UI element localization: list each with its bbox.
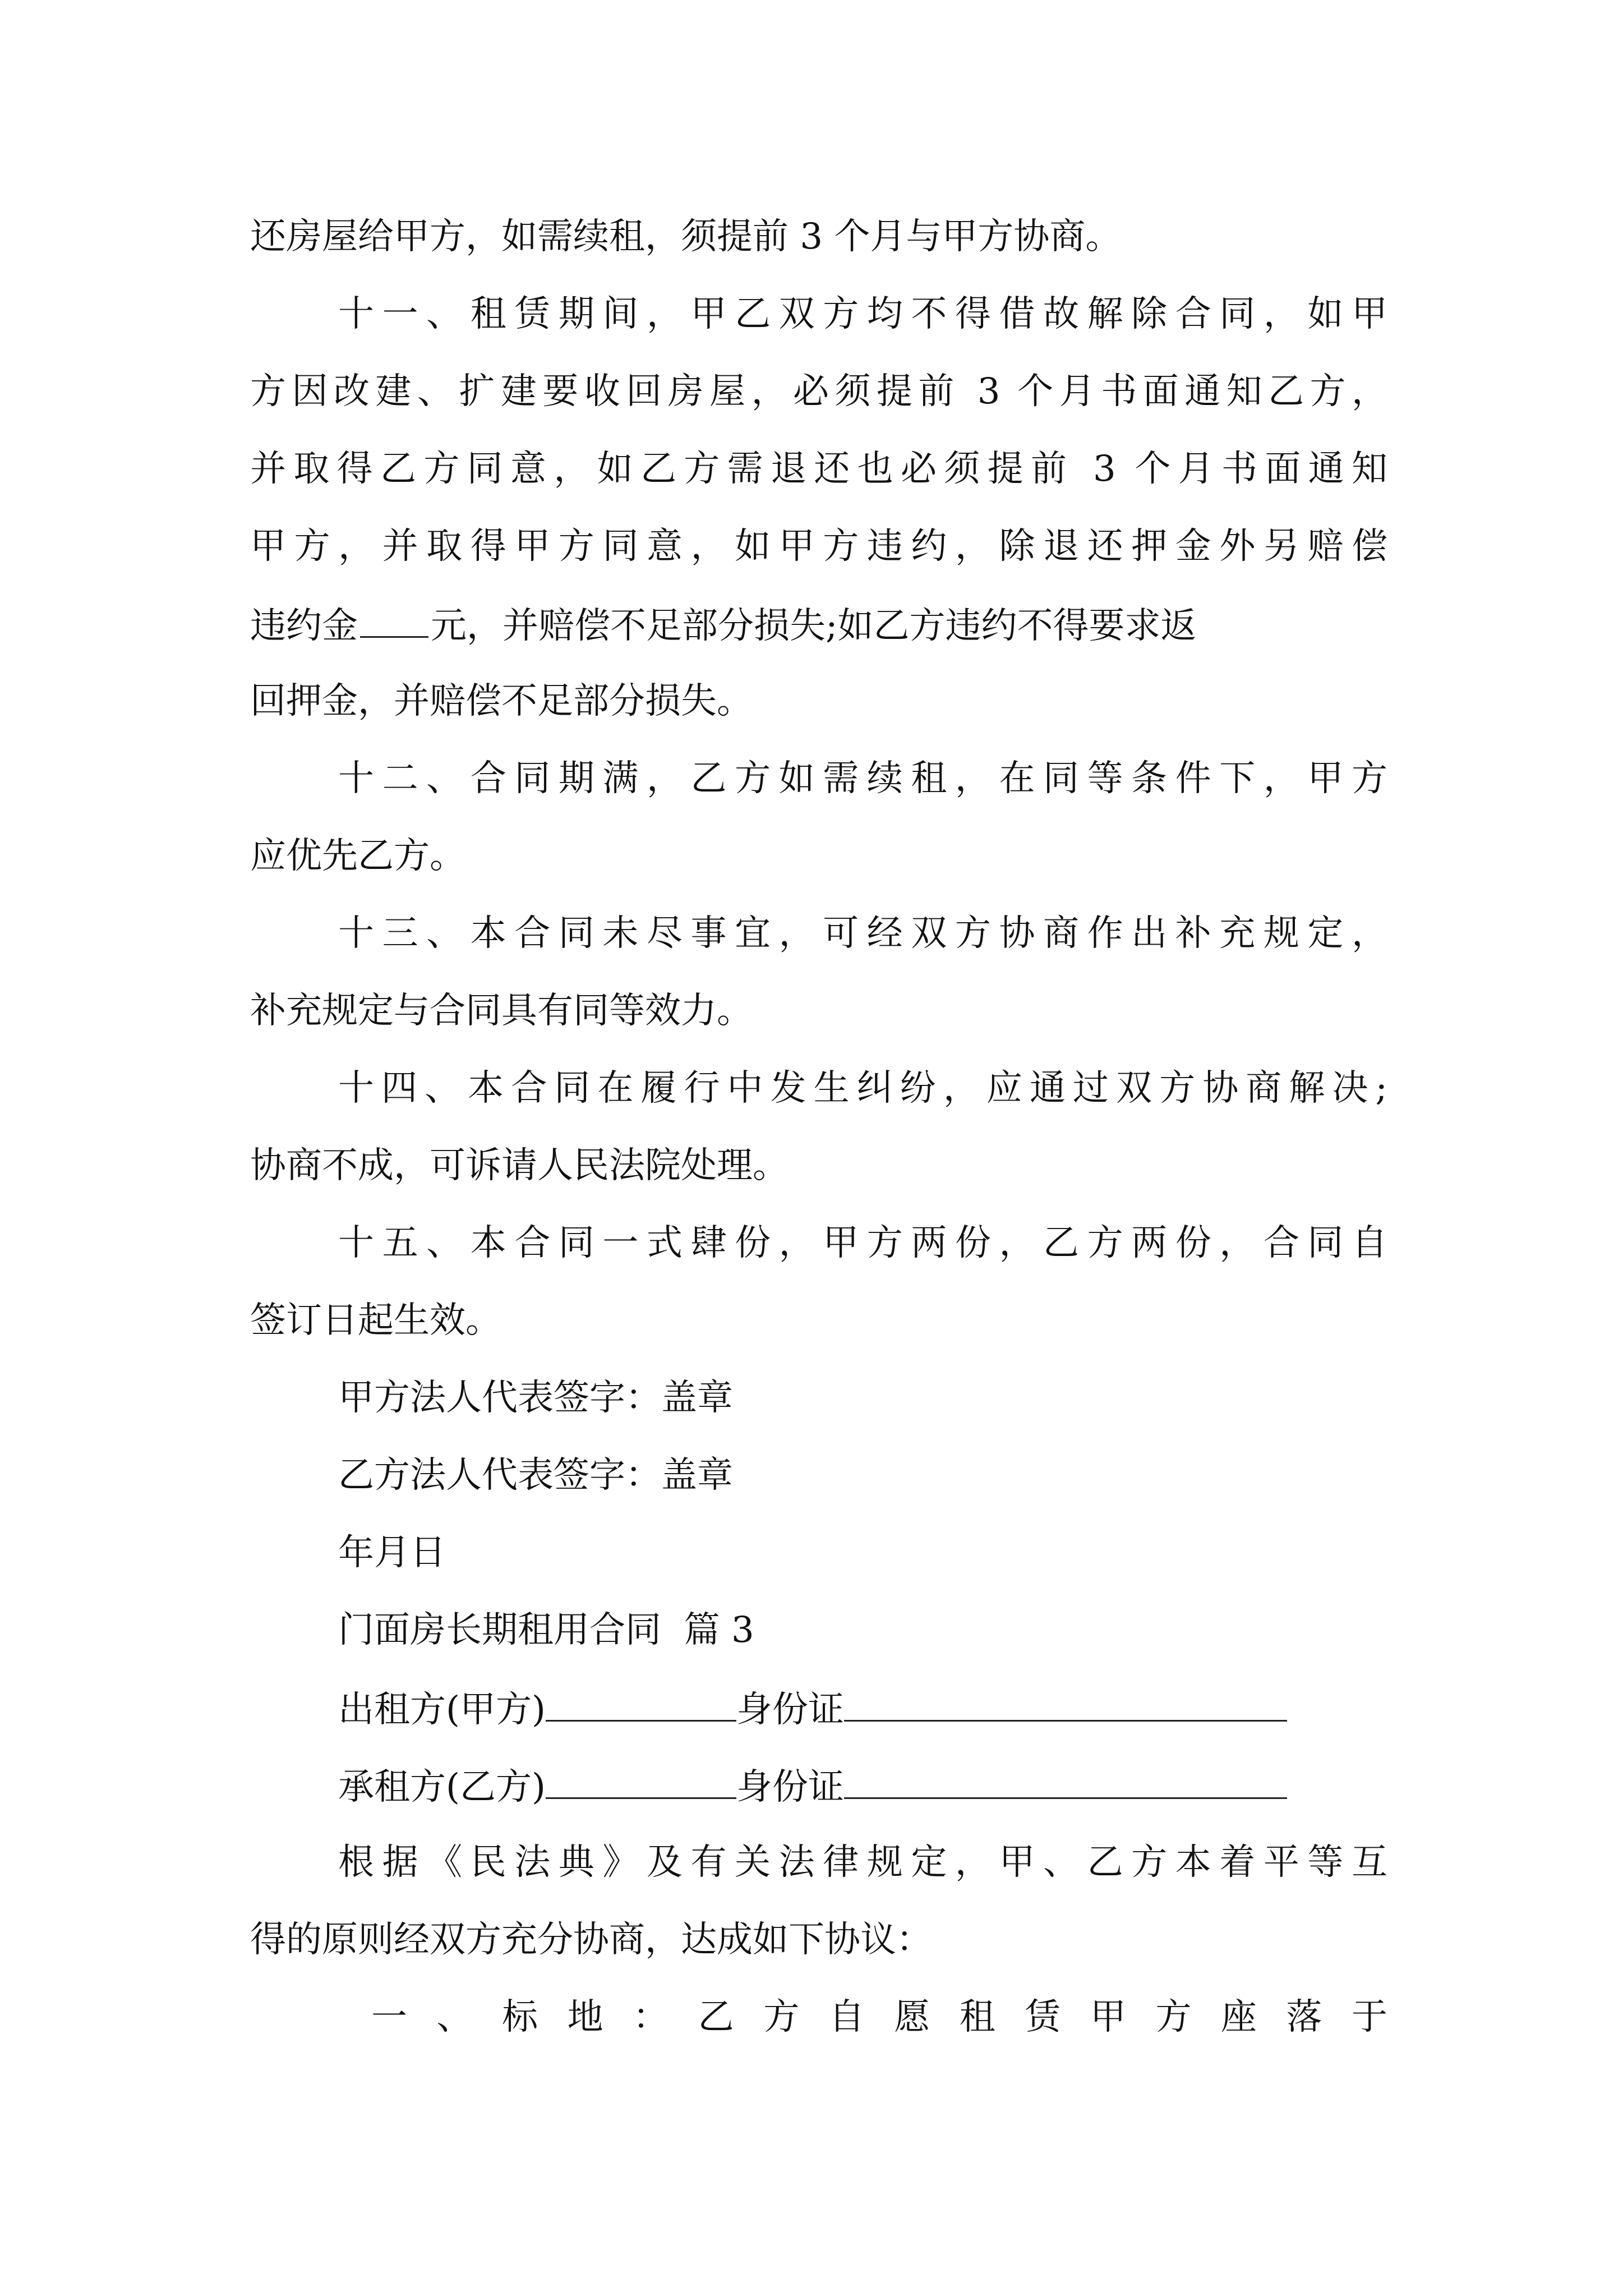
paragraph-15-line-1: 十五、本合同一式肆份，甲方两份，乙方两份，合同自: [338, 1222, 1387, 1264]
clause-1-line: 一、标地：乙方自愿租赁甲方座落于: [371, 1996, 1387, 2038]
text-line: 得的原则经双方充分协商，达成如下协议：: [250, 1919, 932, 1961]
text-line: 协商不成，可诉请人民法院处理。: [250, 1145, 789, 1186]
text-line: 还房屋给甲方，如需续租，须提前 3 个月与甲方协商。: [250, 216, 1122, 257]
text-fragment: 元，并赔偿不足部分损失;如乙方违约不得要求返: [431, 605, 1197, 647]
paragraph-13-line-1: 十三、本合同未尽事宜，可经双方协商作出补充规定，: [338, 913, 1387, 954]
id-card-label: 身份证: [736, 1689, 844, 1731]
party-b-signature-line: 乙方法人代表签字：盖章: [338, 1455, 733, 1496]
amount-blank: [360, 606, 428, 638]
paragraph-14-line-1: 十四、本合同在履行中发生纠纷，应通过双方协商解决;: [338, 1068, 1387, 1109]
text-line: 补充规定与合同具有同等效力。: [250, 990, 753, 1032]
lessee-id-blank: [844, 1767, 1287, 1799]
text-line: 应优先乙方。: [250, 835, 465, 877]
preamble-line-1: 根据《民法典》及有关法律规定，甲、乙方本着平等互: [338, 1842, 1387, 1883]
text-fragment: 违约金: [250, 605, 358, 647]
text-line: 甲方，并取得甲方同意，如甲方违约，除退还押金外另赔偿: [250, 526, 1387, 567]
lessee-label: 承租方(乙方): [338, 1766, 546, 1809]
lessee-line: [338, 1766, 1387, 1809]
date-line: 年月日: [338, 1532, 446, 1573]
lessee-name-blank: [546, 1767, 736, 1799]
text-line: 签订日起生效。: [250, 1300, 501, 1341]
lessor-id-blank: [844, 1690, 1287, 1722]
text-line: 并取得乙方同意，如乙方需退还也必须提前 3 个月书面通知: [250, 448, 1387, 490]
text-line: 方因改建、扩建要收回房屋，必须提前 3 个月书面通知乙方，: [250, 371, 1387, 412]
id-card-label: 身份证: [736, 1766, 844, 1809]
paragraph-11-line-1: 十一、租赁期间，甲乙双方均不得借故解除合同，如甲: [338, 293, 1387, 335]
lessor-name-blank: [546, 1690, 736, 1722]
lessor-label: 出租方(甲方): [338, 1689, 546, 1731]
paragraph-12-line-1: 十二、合同期满，乙方如需续租，在同等条件下，甲方: [338, 758, 1387, 799]
text-line-with-blank: [250, 605, 1387, 647]
party-a-signature-line: 甲方法人代表签字：盖章: [338, 1377, 733, 1419]
section-title: 门面房长期租用合同 篇 3: [338, 1609, 754, 1651]
text-line: 回押金，并赔偿不足部分损失。: [250, 680, 753, 722]
lessor-line: [338, 1689, 1387, 1731]
